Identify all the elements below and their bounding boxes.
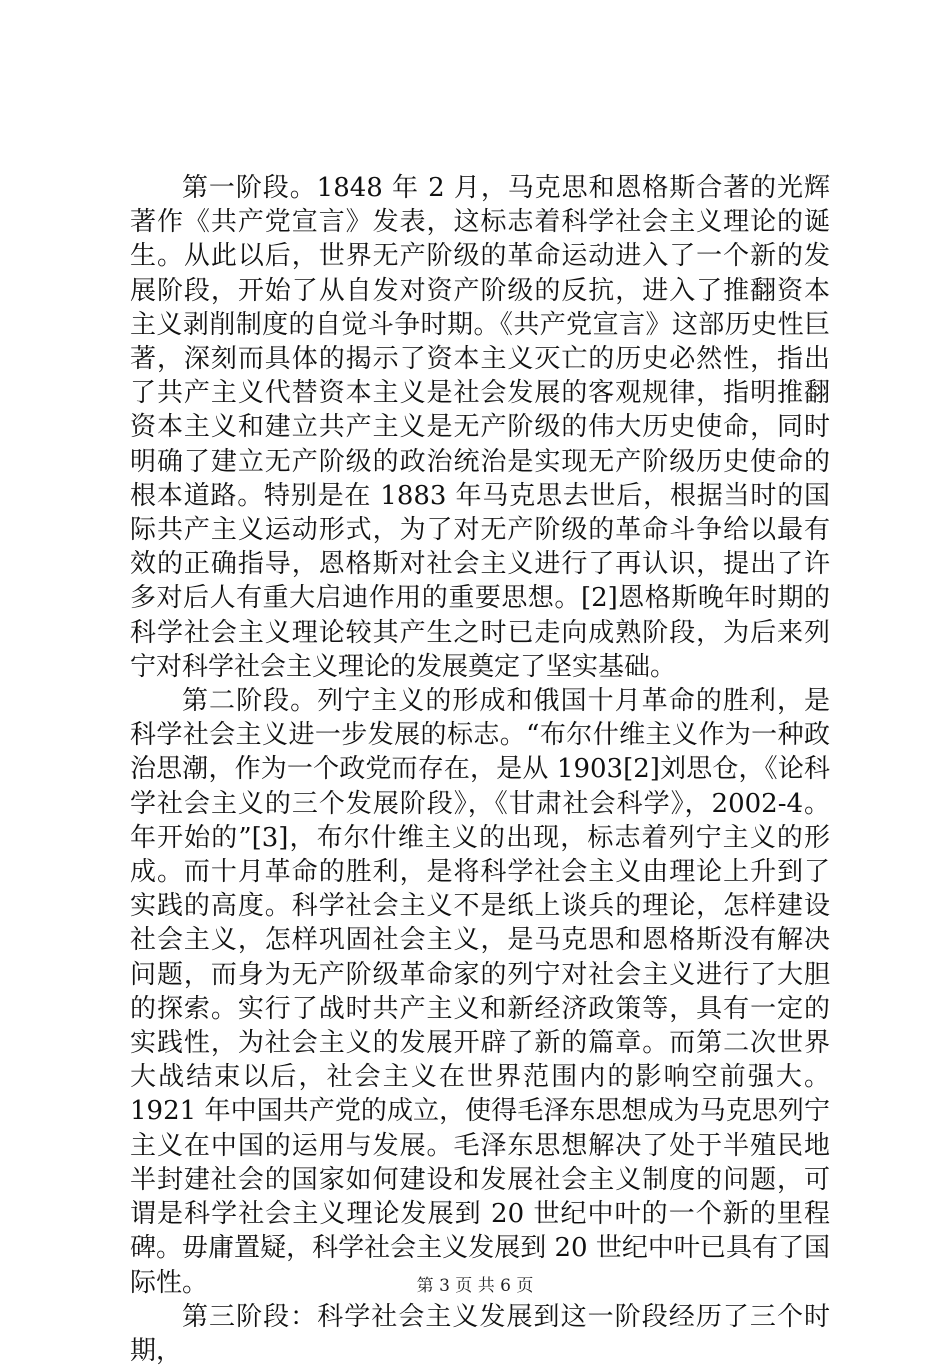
paragraph-stage-three: 第三阶段：科学社会主义发展到这一阶段经历了三个时期， — [130, 1301, 830, 1366]
paragraph-stage-one: 第一阶段。1848 年 2 月，马克思和恩格斯合著的光辉著作《共产党宣言》发表，这标志着科学社会主义理论的诞生。从此以后，世界无产阶级的革命运动进入了一个新的发展阶段，开始了从自发对资产阶级的反抗，进入了推翻资本主义剥削制度的自觉斗争时期。《共产党宣言》这部历史性巨著，深刻而具体的揭示了资本主义灭亡的历史必然性，指出了共产主义代替资本主义是社会发展的客观规律，指明推翻资本主义和建立共产主义是无产阶级的伟大历史使命，同时明确了建立无产阶级的政治统治是实现无产阶级历史使命的根本道路。特别是在 1883 年马克思去世后，根据当时的国际共产主义运动形式，为了对无产阶级的革命斗争给以最有效的正确指导，恩格斯对社会主义进行了再认识，提出了许多对后人有重大启迪作用的重要思想。[2]恩格斯晚年时期的科学社会主义理论较其产生之时已走向成熟阶段，为后来列宁对科学社会主义理论的发展奠定了坚实基础。 — [130, 173, 830, 682]
paragraph-stage-two: 第二阶段。列宁主义的形成和俄国十月革命的胜利，是科学社会主义进一步发展的标志。“布尔什维主义作为一种政治思潮，作为一个政党而存在，是从 1903[2]刘思仓，《论科学社会主义的三个发展阶段》，《甘肃社会科学》，2002-4。年开始的”[3]，布尔什维主义的出现，标志着列宁主义的形成。而十月革命的胜利，是将科学社会主义由理论上升到了实践的高度。科学社会主义不是纸上谈兵的理论，怎样建设社会主义，怎样巩固社会主义，是马克思和恩格斯没有解决问题，而身为无产阶级革命家的列宁对社会主义进行了大胆的探索。实行了战时共产主义和新经济政策等，具有一定的实践性，为社会主义的发展开辟了新的篇章。而第二次世界大战结束以后，社会主义在世界范围内的影响空前强大。1921 年中国共产党的成立，使得毛泽东思想成为马克思列宁主义在中国的运用与发展。毛泽东思想解决了处于半殖民地半封建社会的国家如何建设和发展社会主义制度的问题，可谓是科学社会主义理论发展到 20 世纪中叶的一个新的里程碑。毋庸置疑，科学社会主义发展到 20 世纪中叶已具有了国际性。 — [130, 686, 830, 1298]
page-number-footer: 第 3 页 共 6 页 — [416, 1276, 534, 1296]
document-body — [130, 171, 830, 1368]
